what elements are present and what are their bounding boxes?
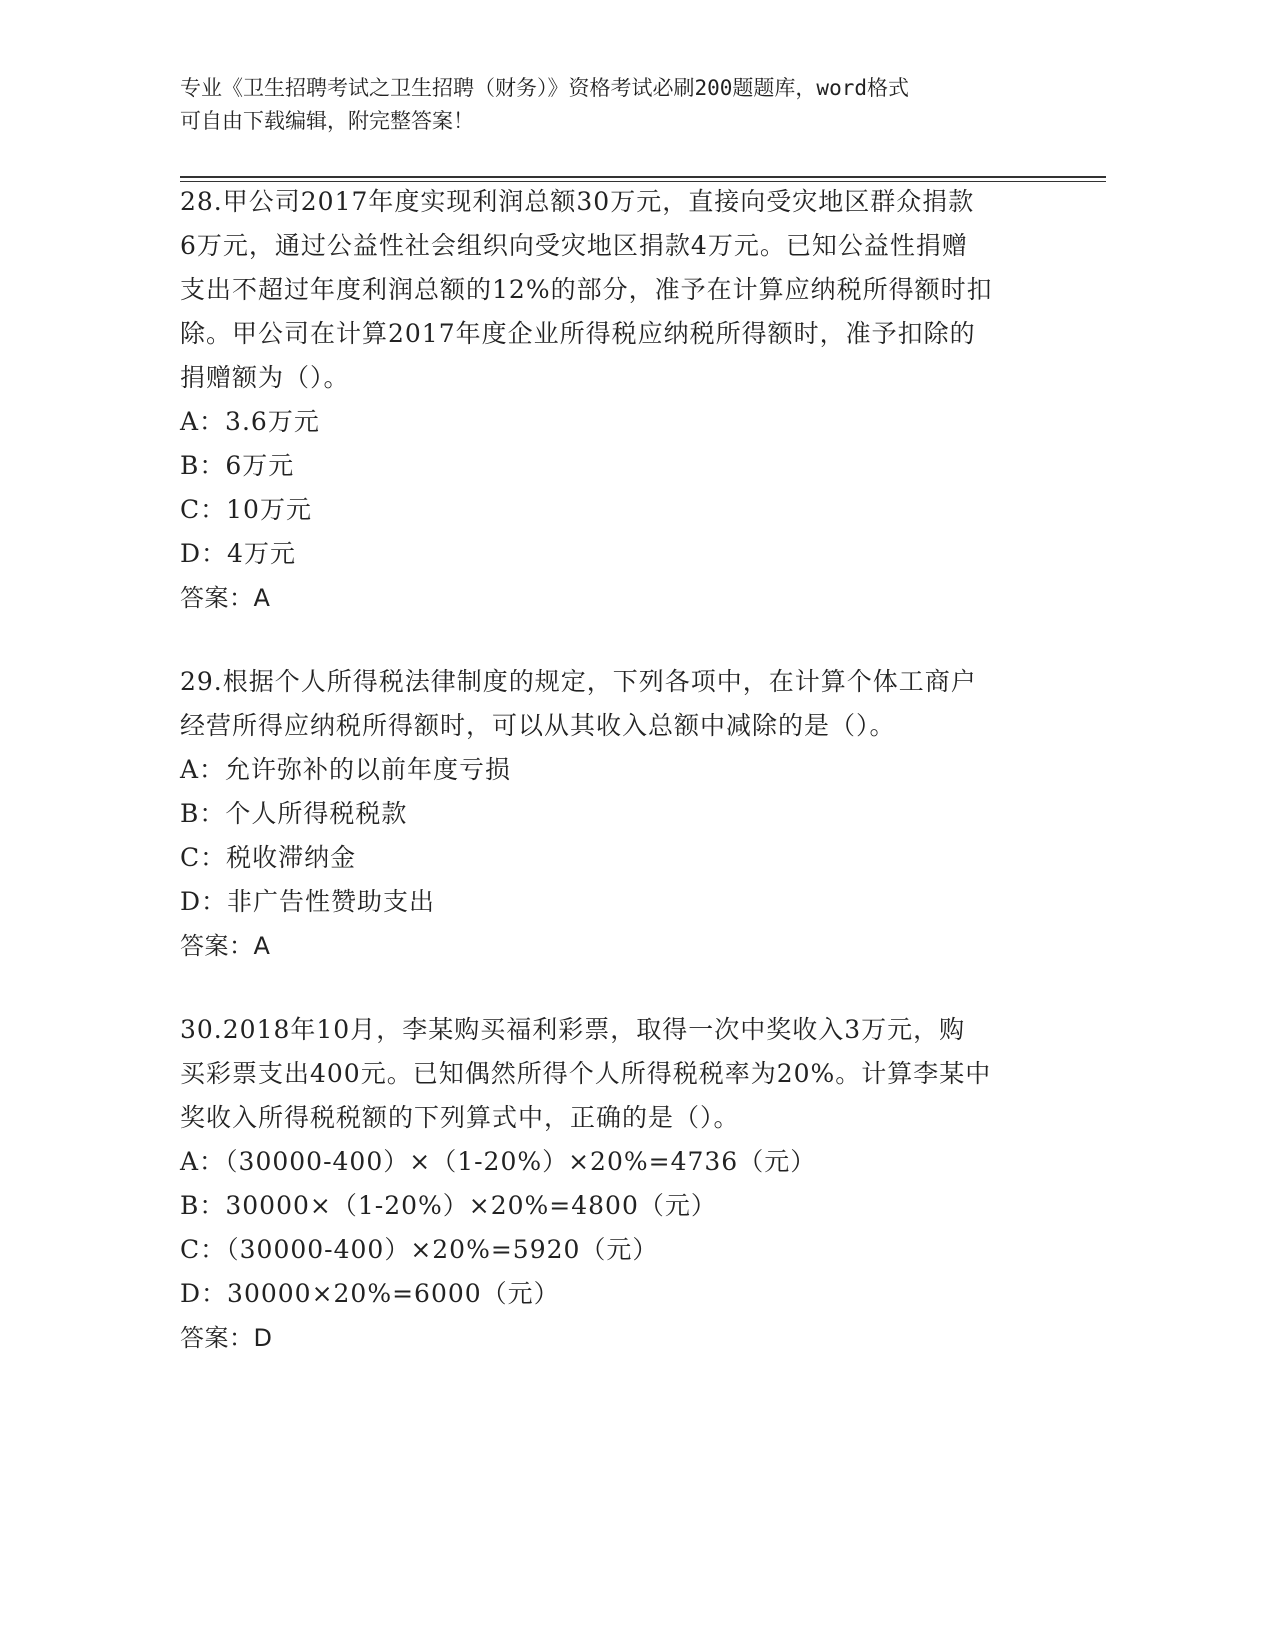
question-30 [180,1008,1080,1360]
question-text-line: 捐赠额为（）。 [180,363,350,392]
question-text-line: 奖收入所得税税额的下列算式中，正确的是（）。 [180,1103,740,1132]
answer-line: 答案：A [180,584,271,612]
question-29 [180,660,1080,968]
question-text-line: 28.甲公司2017年度实现利润总额30万元，直接向受灾地区群众捐款 [180,187,975,216]
answer-line: 答案：A [180,932,271,960]
header-divider-thick [180,176,1106,178]
header-line-1: 专业《卫生招聘考试之卫生招聘（财务）》资格考试必刷200题题库，word格式 [180,76,909,100]
question-text-line: 6万元，通过公益性社会组织向受灾地区捐款4万元。已知公益性捐赠 [180,231,968,260]
option-a: A：（30000-400）×（1-20%）×20%=4736（元） [180,1147,817,1176]
option-d: D：4万元 [180,539,296,568]
question-text-line: 支出不超过年度利润总额的12%的部分，准予在计算应纳税所得额时扣 [180,275,993,304]
option-c: C：税收滞纳金 [180,843,357,872]
option-a: A：3.6万元 [180,407,320,436]
option-d: D：非广告性赞助支出 [180,887,436,916]
question-text-line: 除。甲公司在计算2017年度企业所得税应纳税所得额时，准予扣除的 [180,319,976,348]
option-d: D：30000×20%=6000（元） [180,1279,560,1308]
option-b: B：个人所得税税款 [180,799,408,828]
document-header [180,72,1080,138]
option-b: B：30000×（1-20%）×20%=4800（元） [180,1191,717,1220]
question-text-line: 30.2018年10月，李某购买福利彩票，取得一次中奖收入3万元，购 [180,1015,966,1044]
question-text-line: 29.根据个人所得税法律制度的规定，下列各项中，在计算个体工商户 [180,667,977,696]
question-text-line: 经营所得应纳税所得额时，可以从其收入总额中减除的是（）。 [180,711,896,740]
option-c: C：10万元 [180,495,312,524]
option-b: B：6万元 [180,451,295,480]
question-text-line: 买彩票支出400元。已知偶然所得个人所得税税率为20%。计算李某中 [180,1059,992,1088]
option-a: A：允许弥补的以前年度亏损 [180,755,512,784]
header-line-2: 可自由下载编辑，附完整答案！ [180,109,474,133]
question-28 [180,180,1080,620]
answer-line: 答案：D [180,1324,273,1352]
option-c: C：（30000-400）×20%=5920（元） [180,1235,659,1264]
